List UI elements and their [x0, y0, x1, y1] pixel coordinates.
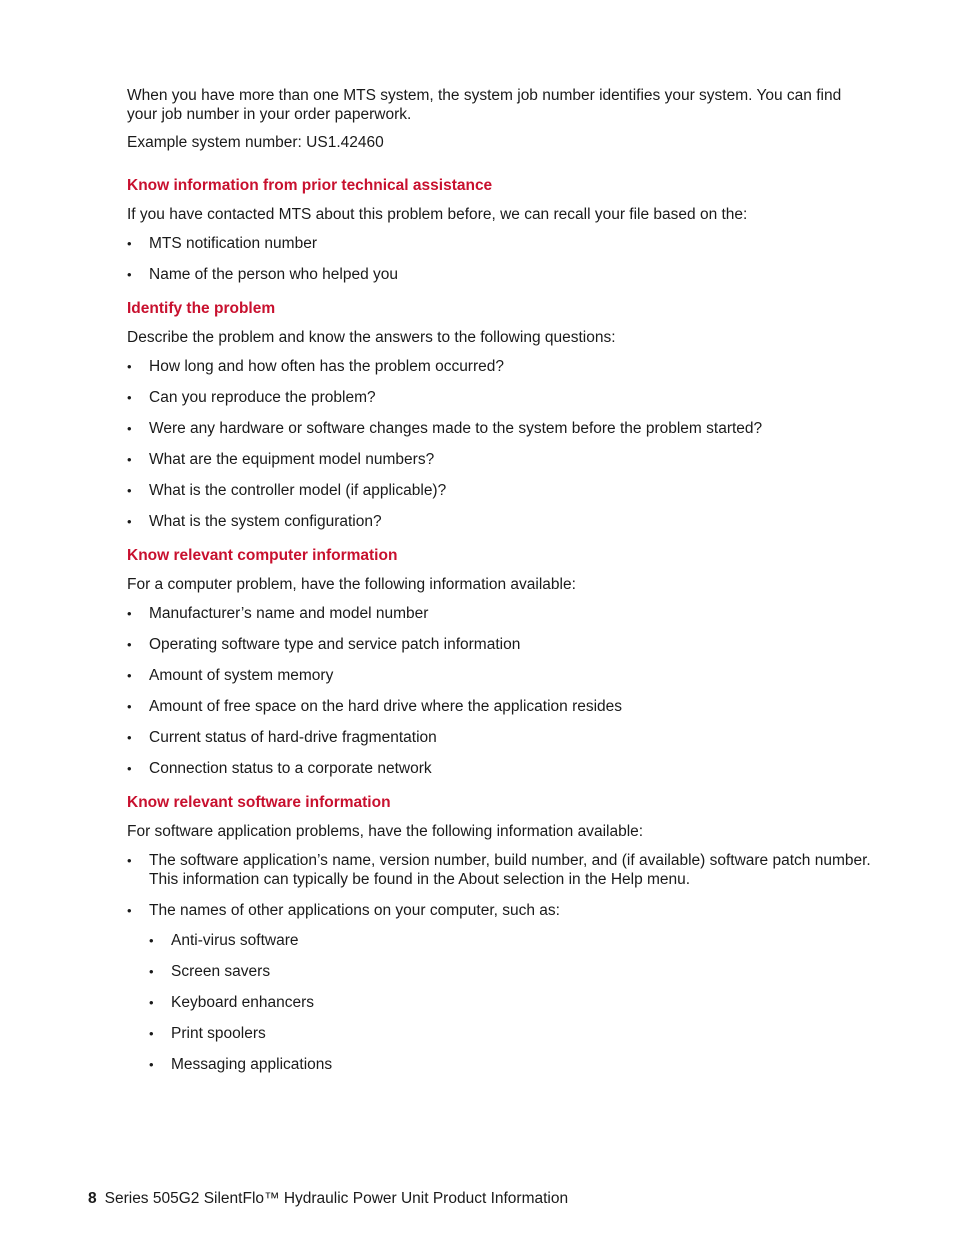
section-lead: For software application problems, have the following information available: [127, 823, 644, 840]
section-heading: Identify the problem [127, 300, 276, 317]
sub-list-item: • Anti-virus software [149, 931, 872, 950]
intro-paragraph: When you have more than one MTS system, the system job number identifies your system. You can find your job number in your order paperwork. [127, 87, 842, 123]
list-item-text: The names of other applications on your computer, such as: [149, 902, 560, 919]
sub-bullet-list [149, 931, 872, 1074]
section-lead: Describe the problem and know the answers to the following questions: [127, 329, 616, 346]
sub-list-item: • Print spoolers [149, 1024, 872, 1043]
list-item: • What is the system configuration? [127, 512, 872, 531]
document-title: Series 505G2 SilentFlo™ Hydraulic Power Unit Product Information [104, 1190, 569, 1207]
section-heading: Know relevant software information [127, 794, 391, 811]
list-item: • Name of the person who helped you [127, 265, 872, 284]
list-item: • What are the equipment model numbers? [127, 450, 872, 469]
list-item: • Amount of system memory [127, 666, 872, 685]
section-identify-problem [127, 299, 872, 531]
bullet-list [127, 357, 872, 531]
bullet-list [127, 604, 872, 778]
section-prior-assistance [127, 176, 872, 284]
bullet-list [127, 851, 872, 1074]
list-item: • MTS notification number [127, 234, 872, 253]
section-computer-information [127, 546, 872, 778]
list-item: • Current status of hard-drive fragmentation [127, 728, 872, 747]
list-item: • Amount of free space on the hard drive where the application resides [127, 697, 872, 716]
list-item: • The software application’s name, version number, build number, and (if available) software patch number. This information can typically be found in the About selection in the Help menu. [127, 851, 872, 889]
page-footer [88, 1189, 568, 1208]
list-item [127, 901, 872, 1074]
section-heading: Know relevant computer information [127, 547, 398, 564]
page-content [127, 86, 872, 1089]
list-item: • Can you reproduce the problem? [127, 388, 872, 407]
example-system-number: Example system number: US1.42460 [127, 134, 384, 151]
section-software-information [127, 793, 872, 1074]
list-item: • Connection status to a corporate network [127, 759, 872, 778]
list-item: • Were any hardware or software changes made to the system before the problem started? [127, 419, 872, 438]
list-item: • Manufacturer’s name and model number [127, 604, 872, 623]
section-lead: For a computer problem, have the following information available: [127, 576, 576, 593]
list-item: • What is the controller model (if applicable)? [127, 481, 872, 500]
sub-list-item: • Messaging applications [149, 1055, 872, 1074]
sub-list-item: • Screen savers [149, 962, 872, 981]
section-heading: Know information from prior technical assistance [127, 177, 493, 194]
list-item: • How long and how often has the problem occurred? [127, 357, 872, 376]
section-lead: If you have contacted MTS about this problem before, we can recall your file based on the: [127, 206, 748, 223]
bullet-list [127, 234, 872, 284]
sub-list-item: • Keyboard enhancers [149, 993, 872, 1012]
page-number: 8 [88, 1190, 97, 1207]
list-item: • Operating software type and service patch information [127, 635, 872, 654]
